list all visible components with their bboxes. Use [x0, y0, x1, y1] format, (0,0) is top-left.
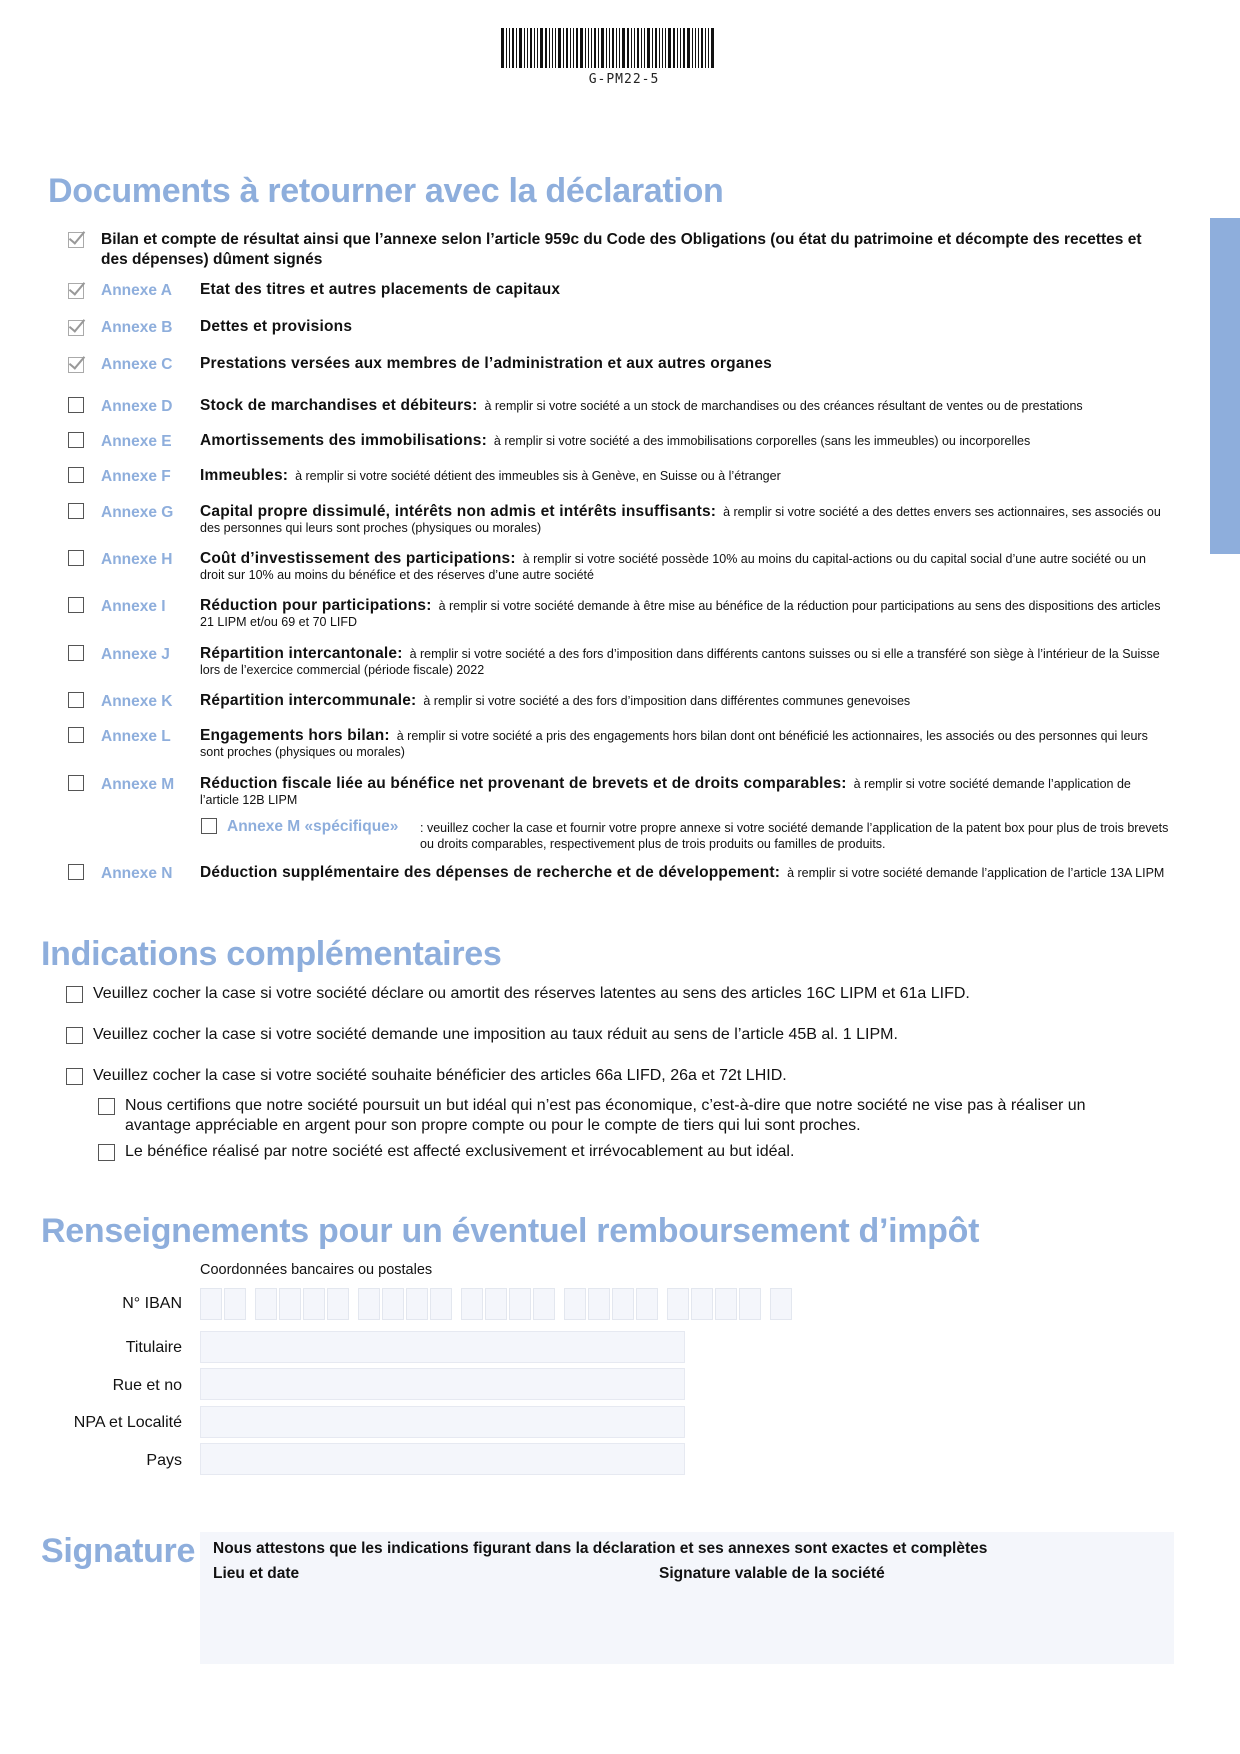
company-signature-label: Signature valable de la société — [659, 1565, 885, 1582]
refund-section-title: Renseignements pour un éventuel remboursement d’impôt — [41, 1212, 980, 1250]
annexe-m-label: Annexe M — [101, 776, 175, 793]
iban-char-cell[interactable] — [533, 1288, 555, 1320]
annexe-h-label: Annexe H — [101, 551, 173, 568]
barcode-bar — [601, 28, 604, 68]
barcode-bar — [619, 28, 620, 68]
checkbox-annexe-g[interactable] — [68, 503, 84, 519]
holder-input[interactable] — [200, 1331, 685, 1363]
barcode-bar — [555, 28, 556, 68]
annexe-n-title: Déduction supplémentaire des dépenses de recherche et de développement: — [200, 864, 781, 881]
annexe-e-desc: à remplir si votre société a des immobilisations corporelles (sans les immeubles) ou incorporelles — [493, 434, 1031, 448]
iban-char-cell[interactable] — [382, 1288, 404, 1320]
barcode-bar — [558, 28, 561, 68]
barcode-bar — [652, 28, 653, 68]
barcode-bar — [563, 28, 564, 68]
annexe-g-label: Annexe G — [101, 504, 174, 521]
iban-char-cell[interactable] — [255, 1288, 277, 1320]
annexe-n-desc: à remplir si votre société demande l’application de l’article 13A LIPM — [787, 866, 1165, 880]
barcode-bar — [659, 28, 660, 68]
annexe-j-desc: à remplir si votre société a des fors d’imposition dans différents cantons suisses ou si elle a transféré son siège à l’intérieur de la Suisse lors de l’exercice commercial (période fiscale) 2022 — [200, 647, 1160, 677]
barcode-bar — [519, 28, 522, 68]
barcode-bar — [524, 28, 525, 68]
annexe-h-desc: à remplir si votre société possède 10% au moins du capital-actions ou du capital social d’une autre société ou un droit sur 10% au moins du bénéfice et des réserves d’une autre société — [200, 552, 1146, 582]
annexe-d-title: Stock de marchandises et débiteurs: — [200, 397, 478, 414]
annexe-e-label: Annexe E — [101, 433, 172, 450]
barcode-bar — [566, 28, 568, 68]
iban-char-cell[interactable] — [739, 1288, 761, 1320]
barcode-bar — [537, 28, 538, 68]
barcode-bar — [692, 28, 693, 68]
annexe-l-desc: à remplir si votre société a pris des engagements hors bilan dont ont bénéficié les actionnaires, les associés ou des personnes qui leurs sont proches (physiques ou morales) — [200, 729, 1148, 759]
checkbox-annexe-l[interactable] — [68, 727, 84, 743]
barcode-bar — [545, 28, 547, 68]
barcode-bar — [673, 28, 675, 68]
iban-char-cell[interactable] — [636, 1288, 658, 1320]
annexe-k-label: Annexe K — [101, 693, 173, 710]
checkbox-annexe-m[interactable] — [68, 775, 84, 791]
barcode-bar — [527, 28, 528, 68]
barcode-bar — [683, 28, 685, 68]
barcode-bar — [609, 28, 610, 68]
iban-char-cell[interactable] — [588, 1288, 610, 1320]
barcode-bar — [534, 28, 535, 68]
complementary-item-2: Veuillez cocher la case si votre société demande une imposition au taux réduit au sens de l’article 45B al. 1 LIPM. — [93, 1026, 898, 1043]
barcode-bar — [634, 28, 635, 68]
barcode-bar — [647, 28, 650, 68]
barcode-bar — [580, 28, 583, 68]
iban-char-cell[interactable] — [485, 1288, 507, 1320]
barcode-bar — [576, 28, 578, 68]
barcode-bar — [687, 28, 690, 68]
barcode-bar — [516, 28, 517, 68]
iban-char-cell[interactable] — [770, 1288, 792, 1320]
city-label: NPA et Localité — [73, 1414, 182, 1431]
barcode-bar — [668, 28, 671, 68]
signature-section-title: Signature — [41, 1532, 196, 1570]
checkbox-certification-but-ideal[interactable] — [98, 1098, 115, 1115]
barcode-bar — [570, 28, 571, 68]
checkbox-taux-reduit[interactable] — [66, 1027, 83, 1044]
annexe-g-desc: à remplir si votre société a des dettes envers ses actionnaires, ses associés ou des personnes qui leurs sont proches (physiques ou morales) — [200, 505, 1161, 535]
checkbox-annexe-i[interactable] — [68, 597, 84, 613]
complementary-sub-item-2: Le bénéfice réalisé par notre société est affecté exclusivement et irrévocablement au but idéal. — [125, 1143, 795, 1160]
complementary-section-title: Indications complémentaires — [41, 935, 502, 973]
barcode-bar — [552, 28, 553, 68]
checkbox-annexe-j[interactable] — [68, 645, 84, 661]
barcode-bar — [655, 28, 657, 68]
barcode-bar — [573, 28, 574, 68]
barcode-bar — [501, 28, 504, 68]
annexe-n-label: Annexe N — [101, 865, 173, 882]
barcode-bar — [606, 28, 607, 68]
barcode-bar — [711, 28, 714, 68]
street-input[interactable] — [200, 1368, 685, 1400]
annexe-g-title: Capital propre dissimulé, intérêts non admis et intérêts insuffisants: — [200, 503, 717, 520]
barcode-bar — [591, 28, 592, 68]
annexe-m-specifique-desc: : veuillez cocher la case et fournir votre propre annexe si votre société demande l’application de la patent box pour plus de trois brevets ou droits comparables, respectivement plus de trois produits ou familles de produits. — [420, 821, 1169, 851]
country-input[interactable] — [200, 1443, 685, 1475]
barcode-bar — [665, 28, 666, 68]
barcode-bar — [644, 28, 645, 68]
barcode-bar — [509, 28, 510, 68]
iban-char-cell[interactable] — [327, 1288, 349, 1320]
iban-char-cell[interactable] — [279, 1288, 301, 1320]
complementary-item-3: Veuillez cocher la case si votre société souhaite bénéficier des articles 66a LIFD, 26a et 72t LHID. — [93, 1067, 787, 1084]
checkbox-annexe-c[interactable] — [68, 357, 84, 373]
annexe-c-title: Prestations versées aux membres de l’administration et aux autres organes — [200, 355, 772, 372]
barcode-bar — [506, 28, 507, 68]
annexe-f-desc: à remplir si votre société détient des immeubles sis à Genève, en Suisse ou à l’étranger — [295, 469, 781, 483]
annexe-i-title: Réduction pour participations: — [200, 597, 432, 614]
barcode-bar — [594, 28, 596, 68]
main-documents-text: Bilan et compte de résultat ainsi que l’annexe selon l’article 959c du Code des Obligations (ou état du patrimoine et décompte des recettes et des dépenses) dûment signés — [101, 231, 1142, 268]
barcode-bar — [627, 28, 629, 68]
barcode-bar — [540, 28, 543, 68]
annexe-a-label: Annexe A — [101, 282, 172, 299]
barcode-bar — [622, 28, 625, 68]
annexe-d-desc: à remplir si votre société a un stock de marchandises ou des créances résultant de ventes ou de prestations — [484, 399, 1083, 413]
annexe-i-desc: à remplir si votre société demande à être mise au bénéfice de la réduction pour participations au sens des dispositions des articles 21 LIPM et/ou 69 et 70 LIFD — [200, 599, 1161, 629]
annexe-l-title: Engagements hors bilan: — [200, 727, 390, 744]
annexe-f-label: Annexe F — [101, 468, 171, 485]
checkbox-main-documents[interactable] — [68, 232, 84, 248]
iban-char-cell[interactable] — [509, 1288, 531, 1320]
barcode-bar — [680, 28, 681, 68]
barcode-bar — [588, 28, 589, 68]
checkbox-annexe-k[interactable] — [68, 692, 84, 708]
country-label: Pays — [146, 1452, 182, 1469]
side-tab-marker — [1210, 218, 1240, 554]
iban-char-cell[interactable] — [667, 1288, 689, 1320]
annexe-a-title: Etat des titres et autres placements de capitaux — [200, 281, 561, 298]
checkbox-annexe-m-specifique[interactable] — [201, 818, 217, 834]
documents-section-title: Documents à retourner avec la déclaration — [48, 172, 724, 210]
barcode-bar — [512, 28, 514, 68]
iban-char-cell[interactable] — [224, 1288, 246, 1320]
place-date-label: Lieu et date — [213, 1565, 300, 1582]
iban-char-cell[interactable] — [564, 1288, 586, 1320]
checkbox-annexe-h[interactable] — [68, 550, 84, 566]
iban-char-cell[interactable] — [430, 1288, 452, 1320]
annexe-l-label: Annexe L — [101, 728, 171, 745]
checkbox-annexe-b[interactable] — [68, 320, 84, 336]
annexe-c-label: Annexe C — [101, 356, 173, 373]
barcode-bar — [598, 28, 599, 68]
barcode-bar — [616, 28, 617, 68]
barcode-bar — [631, 28, 632, 68]
checkbox-reserves-latentes[interactable] — [66, 986, 83, 1003]
barcode-bar — [705, 28, 706, 68]
barcode-bar — [695, 28, 696, 68]
iban-char-cell[interactable] — [691, 1288, 713, 1320]
checkbox-annexe-e[interactable] — [68, 432, 84, 448]
checkbox-benefice-affecte[interactable] — [98, 1144, 115, 1161]
street-label: Rue et no — [112, 1377, 182, 1394]
iban-char-cell[interactable] — [200, 1288, 222, 1320]
annexe-m-specifique-label: Annexe M «spécifique» — [227, 818, 399, 835]
barcode-bar — [612, 28, 614, 68]
barcode-bar — [708, 28, 709, 68]
annexe-j-title: Répartition intercantonale: — [200, 645, 403, 662]
annexe-m-desc: à remplir si votre société demande l’application de l’article 12B LIPM — [200, 777, 1131, 807]
iban-char-cell[interactable] — [303, 1288, 325, 1320]
checkbox-annexe-f[interactable] — [68, 467, 84, 483]
barcode-bar — [701, 28, 703, 68]
bank-details-subtitle: Coordonnées bancaires ou postales — [200, 1262, 433, 1278]
iban-label: N° IBAN — [122, 1295, 182, 1312]
barcode-bar — [585, 28, 586, 68]
iban-char-cell[interactable] — [461, 1288, 483, 1320]
checkbox-annexe-d[interactable] — [68, 397, 84, 413]
barcode — [501, 28, 747, 68]
checkbox-but-ideal[interactable] — [66, 1068, 83, 1085]
checkbox-annexe-a[interactable] — [68, 283, 84, 299]
annexe-i-label: Annexe I — [101, 598, 166, 615]
annexe-k-title: Répartition intercommunale: — [200, 692, 417, 709]
iban-char-cell[interactable] — [406, 1288, 428, 1320]
complementary-sub-item-1: Nous certifions que notre société poursuit un but idéal qui n’est pas économique, c’est-à-dire que notre société ne vise pas à réaliser un avantage appréciable en argent pour son propre compte ou pour le compte de tiers qui lui sont proches. — [125, 1097, 1086, 1134]
annexe-j-label: Annexe J — [101, 646, 170, 663]
iban-char-cell[interactable] — [612, 1288, 634, 1320]
annexe-m-title: Réduction fiscale liée au bénéfice net provenant de brevets et de droits comparables: — [200, 775, 847, 792]
city-input[interactable] — [200, 1406, 685, 1438]
annexe-e-title: Amortissements des immobilisations: — [200, 432, 487, 449]
signature-statement: Nous attestons que les indications figurant dans la déclaration et ses annexes sont exactes et complètes — [213, 1540, 988, 1557]
annexe-b-title: Dettes et provisions — [200, 318, 353, 335]
annexe-b-label: Annexe B — [101, 319, 173, 336]
checkbox-annexe-n[interactable] — [68, 864, 84, 880]
annexe-h-title: Coût d’investissement des participations: — [200, 550, 516, 567]
form-code: G-PM22-5 — [588, 72, 660, 87]
iban-char-cell[interactable] — [358, 1288, 380, 1320]
complementary-item-1: Veuillez cocher la case si votre société déclare ou amortit des réserves latentes au sens des articles 16C LIPM et 61a LIFD. — [93, 985, 970, 1002]
barcode-bar — [662, 28, 663, 68]
barcode-bar — [698, 28, 699, 68]
barcode-bar — [637, 28, 639, 68]
barcode-bar — [641, 28, 642, 68]
barcode-bar — [530, 28, 532, 68]
annexe-f-title: Immeubles: — [200, 467, 289, 484]
holder-label: Titulaire — [125, 1339, 182, 1356]
iban-char-cell[interactable] — [715, 1288, 737, 1320]
barcode-bar — [549, 28, 550, 68]
annexe-d-label: Annexe D — [101, 398, 173, 415]
annexe-k-desc: à remplir si votre société a des fors d’imposition dans différentes communes genevoises — [423, 694, 911, 708]
barcode-bar — [677, 28, 678, 68]
